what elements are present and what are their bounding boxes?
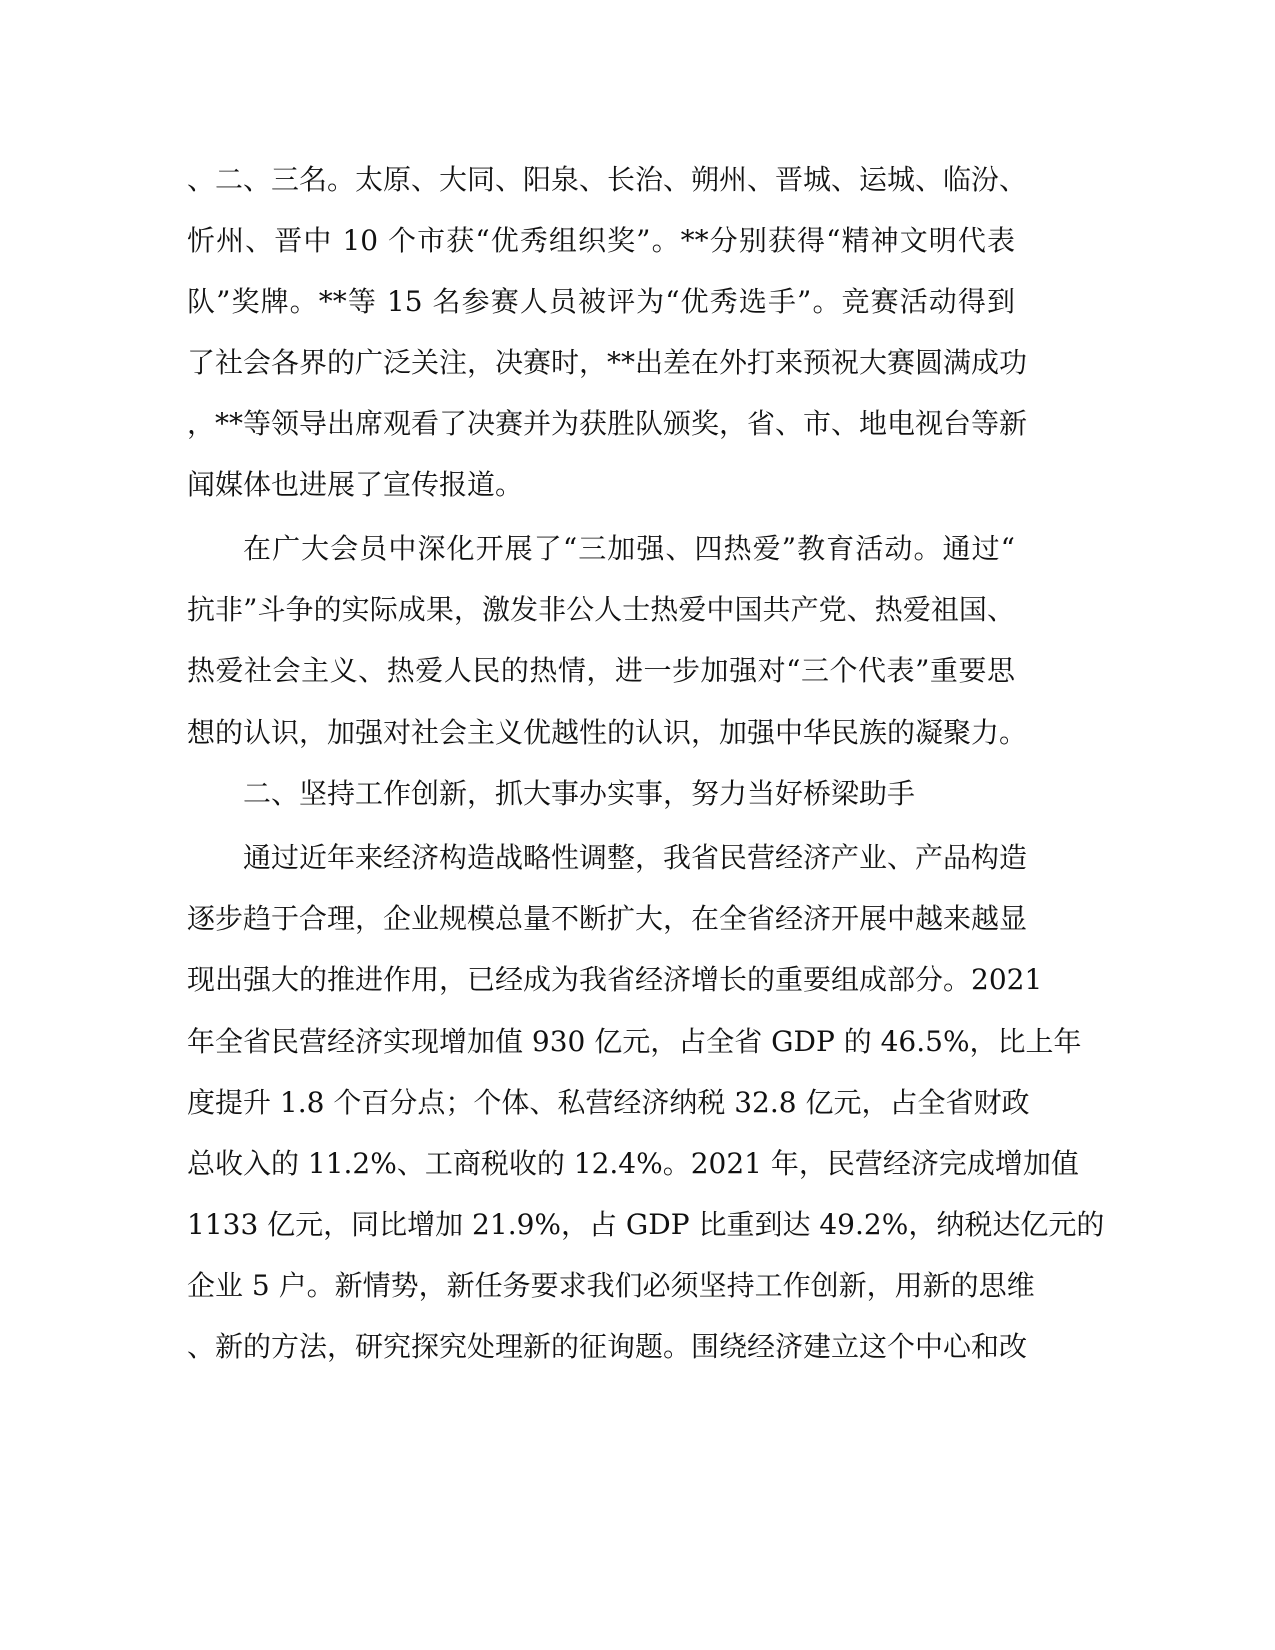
paragraph-first-line: 通过近年来经济构造战略性调整，我省民营经济产业、产品构造 bbox=[243, 841, 1028, 874]
text-line: 闻媒体也进展了宣传报道。 bbox=[187, 468, 524, 501]
text-line: 度提升 1.8 个百分点；个体、私营经济纳税 32.8 亿元，占全省财政 bbox=[187, 1086, 1030, 1119]
text-line: 了社会各界的广泛关注，决赛时，**出差在外打来预祝大赛圆满成功 bbox=[187, 346, 1028, 379]
text-line: 现出强大的推进作用，已经成为我省经济增长的重要组成部分。2021 bbox=[187, 963, 1043, 996]
text-line: 忻州、晋中 10 个市获“优秀组织奖”。**分别获得“精神文明代表 bbox=[187, 224, 1015, 257]
text-line: 、新的方法，研究探究处理新的征询题。围绕经济建立这个中心和改 bbox=[187, 1330, 1028, 1363]
text-line: ，**等领导出席观看了决赛并为获胜队颁奖，省、市、地电视台等新 bbox=[187, 407, 1028, 440]
text-line: 逐步趋于合理，企业规模总量不断扩大，在全省经济开展中越来越显 bbox=[187, 902, 1028, 935]
text-line: 抗非”斗争的实际成果，激发非公人士热爱中国共产党、热爱祖国、 bbox=[187, 593, 1015, 626]
text-line: 企业 5 户。新情势，新任务要求我们必须坚持工作创新，用新的思维 bbox=[187, 1269, 1035, 1302]
text-line: 1133 亿元，同比增加 21.9%，占 GDP 比重到达 49.2%，纳税达亿元的 bbox=[187, 1208, 1105, 1241]
text-line: 总收入的 11.2%、工商税收的 12.4%。2021 年，民营经济完成增加值 bbox=[187, 1147, 1079, 1180]
text-line: 热爱社会主义、热爱人民的热情，进一步加强对“三个代表”重要思 bbox=[187, 654, 1015, 687]
paragraph-first-line: 在广大会员中深化开展了“三加强、四热爱”教育活动。通过“ bbox=[243, 532, 1015, 565]
section-heading: 二、坚持工作创新，抓大事办实事，努力当好桥梁助手 bbox=[243, 777, 916, 810]
text-line: 、二、三名。太原、大同、阳泉、长治、朔州、晋城、运城、临汾、 bbox=[187, 163, 1028, 196]
text-line: 想的认识，加强对社会主义优越性的认识，加强中华民族的凝聚力。 bbox=[187, 716, 1028, 749]
text-line: 队”奖牌。**等 15 名参赛人员被评为“优秀选手”。竞赛活动得到 bbox=[187, 285, 1015, 318]
text-line: 年全省民营经济实现增加值 930 亿元，占全省 GDP 的 46.5%，比上年 bbox=[187, 1025, 1082, 1058]
